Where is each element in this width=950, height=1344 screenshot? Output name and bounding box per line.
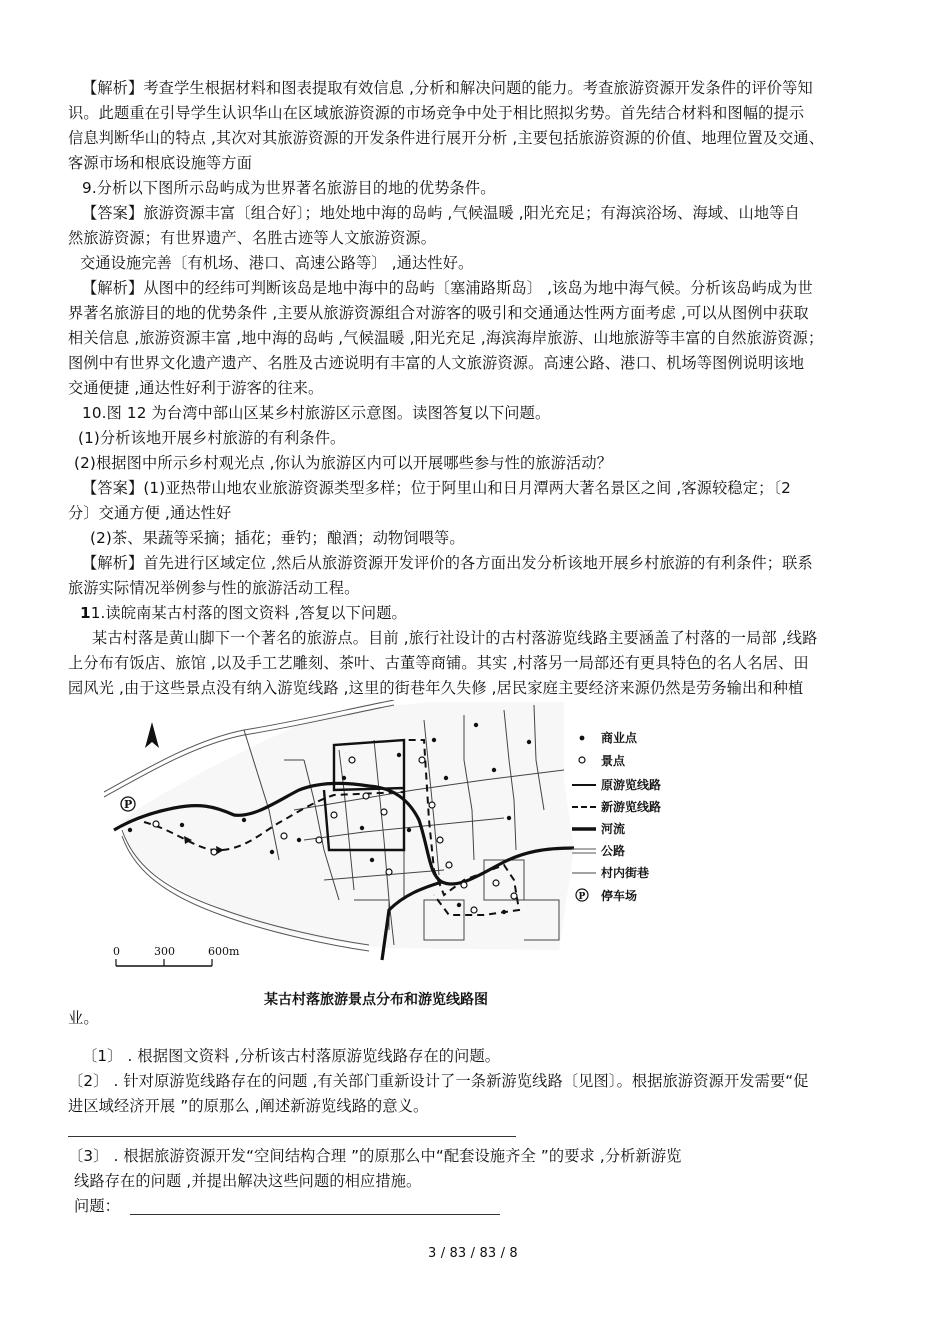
analysis-9-line-5: 交通便捷 ,通达性好利于游客的往来。 bbox=[68, 379, 324, 397]
answer-10-line-2: 分〕交通方便 ,通达性好 bbox=[68, 504, 232, 522]
analysis-line-1: 【解析】考查学生根据材料和图表提取有效信息 ,分析和解决问题的能力。考查旅游资源开发条件的评价等知 bbox=[82, 79, 813, 97]
svg-text:停车场: 停车场 bbox=[601, 889, 638, 903]
svg-text:河流: 河流 bbox=[601, 822, 626, 836]
svg-text:公路: 公路 bbox=[601, 844, 626, 858]
subquestion-2-line-2: 进区域经济开展 ”的原那么 ,阐述新游览线路的意义。 bbox=[68, 1097, 429, 1115]
svg-text:景点: 景点 bbox=[601, 754, 626, 768]
analysis-line-3: 信息判断华山的特点 ,其次对其旅游资源的开发条件进行展开分析 ,主要包括旅游资源的价值、地理位置及交通、 bbox=[68, 129, 825, 147]
analysis-9-line-3: 相关信息 ,旅游资源丰富 ,地中海的岛屿 ,气候温暖 ,阳光充足 ,海滨海岸旅游、山地旅游等丰富的自然旅游资源； bbox=[68, 329, 824, 347]
svg-text:P: P bbox=[124, 798, 133, 811]
question-11 bbox=[80, 603, 407, 623]
map-caption: 某古村落旅游景点分布和游览线路图 bbox=[264, 992, 488, 1008]
analysis-10-line-1: 【解析】首先进行区域定位 ,然后从旅游资源开发评价的各方面出发分析该地开展乡村旅游的有利条件；联系 bbox=[82, 554, 813, 572]
svg-text:原游览线路: 原游览线路 bbox=[601, 778, 662, 792]
passage-line-2: 上分布有饭店、旅馆 ,以及手工艺雕刻、茶叶、古董等商铺。其实 ,村落另一局部还有更具特色的名人名居、田 bbox=[68, 654, 809, 672]
question-10-part-1: (1)分析该地开展乡村旅游的有利条件。 bbox=[78, 429, 346, 447]
north-arrow-icon bbox=[145, 722, 159, 748]
page-footer: 3 / 83 / 83 / 8 bbox=[428, 1246, 518, 1261]
passage-line-3: 园风光 ,由于这些景点没有纳入游览线路 ,这里的街巷年久失修 ,居民家庭主要经济来源仍然是劳务输出和种植 bbox=[68, 679, 804, 697]
analysis-9-line-1: 【解析】从图中的经纬可判断该岛是地中海中的岛屿〔塞浦路斯岛〕 ,该岛为地中海气候。分析该岛屿成为世 bbox=[82, 279, 813, 297]
analysis-9-line-4: 图例中有世界文化遗产遗产、名胜及古迹说明有丰富的人文旅游资源。高速公路、港口、机场等图例说明该地 bbox=[68, 354, 805, 372]
problem-answer-line[interactable] bbox=[130, 1214, 500, 1215]
analysis-line-4: 客源市场和根底设施等方面 bbox=[68, 154, 253, 172]
subquestion-1: 〔1〕 . 根据图文资料 ,分析该古村落原游览线路存在的问题。 bbox=[82, 1047, 501, 1065]
svg-text:村内街巷: 村内街巷 bbox=[601, 866, 650, 880]
svg-text:300: 300 bbox=[154, 945, 175, 958]
subquestion-3-line-2: 线路存在的问题 ,并提出解决这些问题的相应措施。 bbox=[74, 1172, 422, 1190]
parking-icon bbox=[121, 797, 135, 811]
svg-text:0: 0 bbox=[113, 945, 120, 958]
svg-text:P: P bbox=[578, 892, 586, 902]
answer-9-line-1: 【答案】旅游资源丰富〔组合好〕；地处地中海的岛屿 ,气候温暖 ,阳光充足；有海滨浴场、海域、山地等自 bbox=[82, 204, 800, 222]
analysis-line-2: 识。此题重在引导学生认识华山在区域旅游资源的市场竞争中处于相比照拟劣势。首先结合材料和图幅的提示 bbox=[68, 104, 805, 122]
question-9: 9.分析以下图所示岛屿成为世界著名旅游目的地的优势条件。 bbox=[82, 179, 496, 197]
svg-text:600m: 600m bbox=[208, 945, 240, 958]
passage-line-1: 某古村落是黄山脚下一个著名的旅游点。目前 ,旅行社设计的古村落游览线路主要涵盖了村落的一局部 ,线路 bbox=[92, 629, 818, 647]
svg-text:商业点: 商业点 bbox=[601, 731, 638, 745]
question-10: 10.图 12 为台湾中部山区某乡村旅游区示意图。读图答复以下问题。 bbox=[82, 404, 551, 422]
analysis-10-line-2: 旅游实际情况举例参与性的旅游活动工程。 bbox=[68, 579, 360, 597]
question-11-number-bold: 1 bbox=[80, 604, 91, 622]
subquestion-2-line-1: 〔2〕 . 针对原游览线路存在的问题 ,有关部门重新设计了一条新游览线路〔见图〕。根据旅游资源开发需要“促 bbox=[68, 1072, 809, 1090]
answer-line-1[interactable] bbox=[68, 1136, 516, 1137]
question-11-text: 1.读皖南某古村落的图文资料 ,答复以下问题。 bbox=[90, 604, 407, 622]
answer-9-line-3: 交通设施完善〔有机场、港口、高速公路等〕 ,通达性好。 bbox=[80, 254, 474, 272]
village-route-map bbox=[104, 700, 694, 1015]
svg-text:新游览线路: 新游览线路 bbox=[601, 800, 662, 814]
subquestion-3-line-1: 〔3〕 . 根据旅游资源开发“空间结构合理 ”的原那么中“配套设施齐全 ”的要求 ,分析新游览 bbox=[68, 1147, 682, 1165]
passage-line-4: 业。 bbox=[68, 1009, 99, 1027]
problem-label: 问题： bbox=[74, 1197, 121, 1215]
answer-10-line-1: 【答案】(1)亚热带山地农业旅游资源类型多样；位于阿里山和日月潭两大著名景区之间 ,客源较稳定；〔2 bbox=[82, 479, 791, 497]
scale-bar bbox=[113, 945, 240, 966]
map-legend bbox=[572, 730, 661, 903]
analysis-9-line-2: 界著名旅游目的地的优势条件 ,主要从旅游资源组合对游客的吸引和交通通达性两方面考虑 ,可以从图例中获取 bbox=[68, 304, 809, 322]
question-10-part-2: (2)根据图中所示乡村观光点 ,你认为旅游区内可以开展哪些参与性的旅游活动？ bbox=[74, 454, 613, 472]
answer-10-line-3: (2)茶、果蔬等采摘；插花；垂钓；酿酒；动物饲喂等。 bbox=[90, 529, 465, 547]
answer-9-line-2: 然旅游资源；有世界遗产、名胜古迹等人文旅游资源。 bbox=[68, 229, 437, 247]
